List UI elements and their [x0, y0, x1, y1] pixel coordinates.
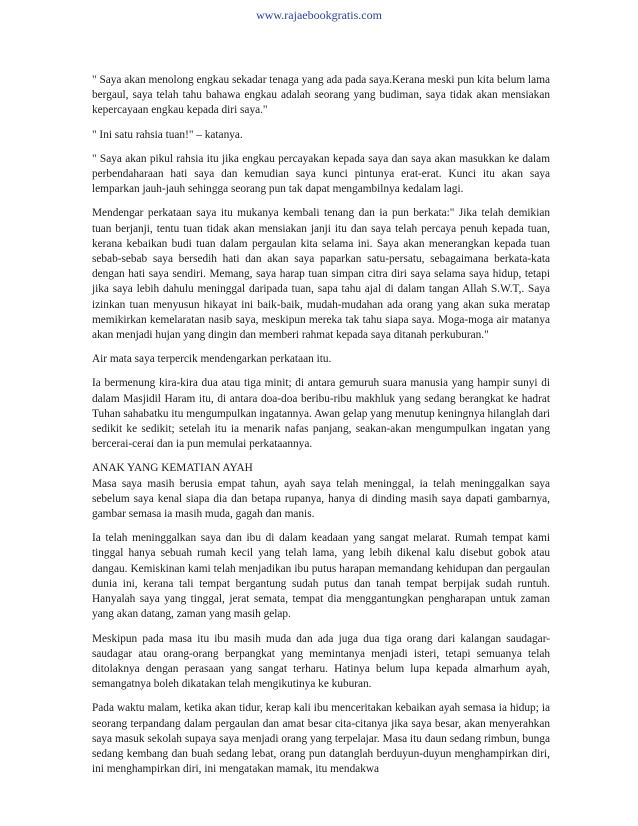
paragraph: Ia telah meninggalkan saya dan ibu di dalam keadaan yang sangat melarat. Rumah tempat kami tinggal hanya sebuah rumah kecil yang telah lama, yang lebih dikenal kalu disebut gobok atau dangau. Kemiskinan kami telah menjadikan ibu putus harapan memandang kehidupan dan pergaulan dunia ini, kerana tali tempat bergantung sudah putus dan tanah tempat berpijak sudah runtuh. Hanyalah saya yang tinggal, jerat semata, tempat dia menggantungkan pengharapan untuk zaman yang akan datang, zaman yang masih gelap.: [92, 532, 550, 621]
paragraph: Pada waktu malam, ketika akan tidur, kerap kali ibu menceritakan kebaikan ayah semasa ia hidup; ia seorang terpandang dalam pergaulan dan amat besar cita-citanya jika saya besar, akan menyerahkan saya masuk sekolah supaya saya menjadi orang yang terpelajar. Masa itu daun sedang rimbun, bunga sedang kembang dan buah sedang lebat, orang pun datanglah berduyun-duyun menghampirkan diri, ini menghampirkan diri, ini mengatakan mamak, itu mendakwa: [92, 702, 550, 776]
paragraph: " Saya akan pikul rahsia itu jika engkau percayakan kepada saya dan saya akan masukkan ke dalam perbendaharaan hati saya dan kemudian saya kunci pintunya erat-erat. Kunci itu akan saya lemparkan jauh-jauh sehingga seorang pun tak dapat mengambilnya kedalam lagi.: [92, 152, 550, 196]
paragraph: Meskipun pada masa itu ibu masih muda dan ada juga dua tiga orang dari kalangan saudagar-saudagar atau orang-orang berpangkat yang memintanya menjadi isteri, tetapi semuanya telah ditolaknya dengan perasaan yang sangat terharu. Hatinya belum lupa kepada almarhum ayah, semangatnya boleh dikatakan telah mengikutinya ke kuburan.: [92, 632, 550, 691]
paragraph: Ia bermenung kira-kira dua atau tiga minit; di antara gemuruh suara manusia yang hampir sunyi di dalam Masjidil Haram itu, di antara doa-doa beribu-ribu makhluk yang sedang berangkat ke hadrat Tuhan sahabatku itu mengumpulkan ingatannya. Awan gelap yang menutup keningnya hilanglah dari sedikit ke sedikit; setelah itu ia menarik nafas panjang, seakan-akan mengumpulkan ingatan yang bercerai-cerai dan ia pun memulai perkataannya.: [92, 377, 550, 451]
paragraph: " Saya akan menolong engkau sekadar tenaga yang ada pada saya.Kerana meski pun kita belum lama bergaul, saya telah tahu bahawa engkau adalah seorang yang budiman, saya tidak akan mensiakan kepercayaan engkau kepada diri saya.": [92, 74, 550, 117]
paragraph: " Ini satu rahsia tuan!" – katanya.: [92, 128, 243, 141]
document-body: [92, 73, 550, 786]
section-heading: ANAK YANG KEMATIAN AYAH: [92, 462, 253, 475]
paragraph: Air mata saya terpercik mendengarkan perkataan itu.: [92, 353, 332, 366]
paragraph: Masa saya masih berusia empat tahun, ayah saya telah meninggal, ia telah meninggalkan saya sebelum saya kenal siapa dia dan betapa rupanya, hanya di dinding masih saya dapati gambarnya, gambar semasa ia masih muda, gagah dan manis.: [92, 477, 550, 521]
section-block: [92, 461, 550, 522]
paragraph: Mendengar perkataan saya itu mukanya kembali tenang dan ia pun berkata:" Jika telah demikian tuan berjanji, tentu tuan tidak akan mensiakan janji itu dan saya telah percaya penuh kepada tuan, kerana kebaikan budi tuan dalam pergaulan kita selama ini. Saya akan menerangkan kepada tuan sebab-sebab saya bersedih hati dan akan saya paparkan satu-persatu, sebagaimana berkata-kata dengan hati saya sendiri. Memang, saya harap tuan simpan citra diri saya selama saya hidup, tetapi jika saya lebih dahulu meninggal daripada tuan, sapa tahu ajal di dalam tangan Allah S.W.T,. Saya izinkan tuan menyusun hikayat ini baik-baik, mudah-mudahan ada orang yang akan suka meratap memikirkan kemelaratan nasib saya, meskipun mereka tak tahu siapa saya. Moga-moga air matanya akan menjadi hujan yang dingin dan memberi rahmat kepada saya ditanah perkuburan.": [92, 207, 550, 342]
site-url-link[interactable]: www.rajaebookgratis.com: [256, 8, 382, 22]
